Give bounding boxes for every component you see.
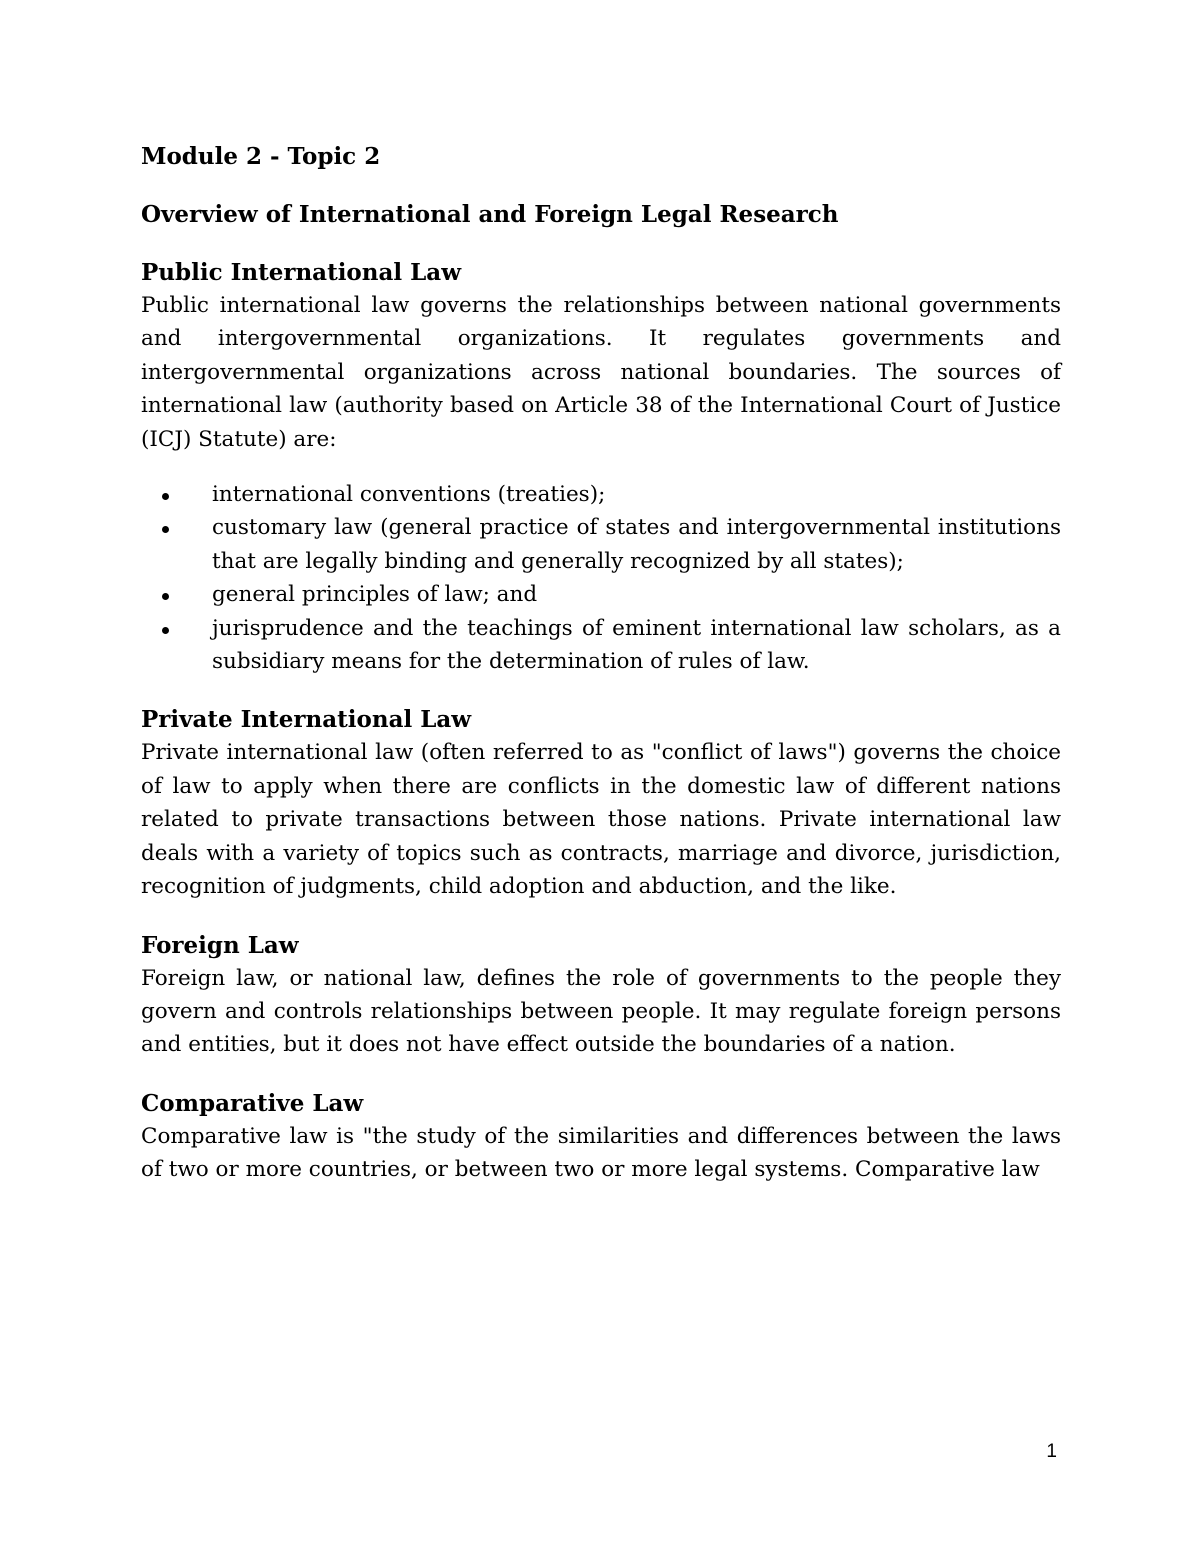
section-heading-private: Private International Law <box>141 706 472 734</box>
list-item <box>141 612 1061 679</box>
document-page <box>141 140 1061 1187</box>
sources-list <box>141 478 1061 678</box>
section-paragraph-comparative: Comparative law is "the study of the similarities and differences between the laws of two or more countries, or between two or more legal systems. Comparative law <box>141 1123 1061 1183</box>
list-item <box>141 511 1061 578</box>
section-paragraph-private: Private international law (often referred to as "conflict of laws") governs the choice of law to apply when there are conflicts in the domestic law of different nations related to private transactions between those nations. Private international law deals with a variety of topics such as contracts, marriage and divorce, jurisdiction, recognition of judgments, child adoption and abduction, and the like. <box>141 740 1061 900</box>
section-paragraph-public: Public international law governs the relationships between national governments and intergovernmental organizations. It regulates governments and intergovernmental organizations across national boundaries. The sources of international law (authority based on Article 38 of the International Court of Justice (ICJ) Statute) are: <box>141 293 1061 452</box>
list-item-text: international conventions (treaties); <box>212 482 606 508</box>
list-item-text: customary law (general practice of states and intergovernmental institutions that are legally binding and generally recognized by all states); <box>212 515 1061 574</box>
list-item <box>141 478 1061 511</box>
page-number: 1 <box>1046 1441 1057 1462</box>
document-title: Overview of International and Foreign Legal Research <box>141 201 839 228</box>
section-heading-comparative: Comparative Law <box>141 1089 364 1117</box>
module-title: Module 2 - Topic 2 <box>141 143 381 170</box>
section-paragraph-foreign: Foreign law, or national law, defines the role of governments to the people they govern and controls relationships between people. It may regulate foreign persons and entities, but it does not have effect outside the boundaries of a nation. <box>141 965 1061 1058</box>
list-item <box>141 578 1061 611</box>
bullet-icon <box>162 493 169 500</box>
section-heading-public: Public International Law <box>141 259 462 286</box>
list-item-text: general principles of law; and <box>212 582 538 608</box>
list-item-text: jurisprudence and the teachings of eminent international law scholars, as a subsidiary means for the determination of rules of law. <box>212 615 1061 675</box>
bullet-icon <box>162 627 169 634</box>
section-heading-foreign: Foreign Law <box>141 931 299 959</box>
bullet-icon <box>162 593 169 600</box>
bullet-icon <box>162 526 169 533</box>
